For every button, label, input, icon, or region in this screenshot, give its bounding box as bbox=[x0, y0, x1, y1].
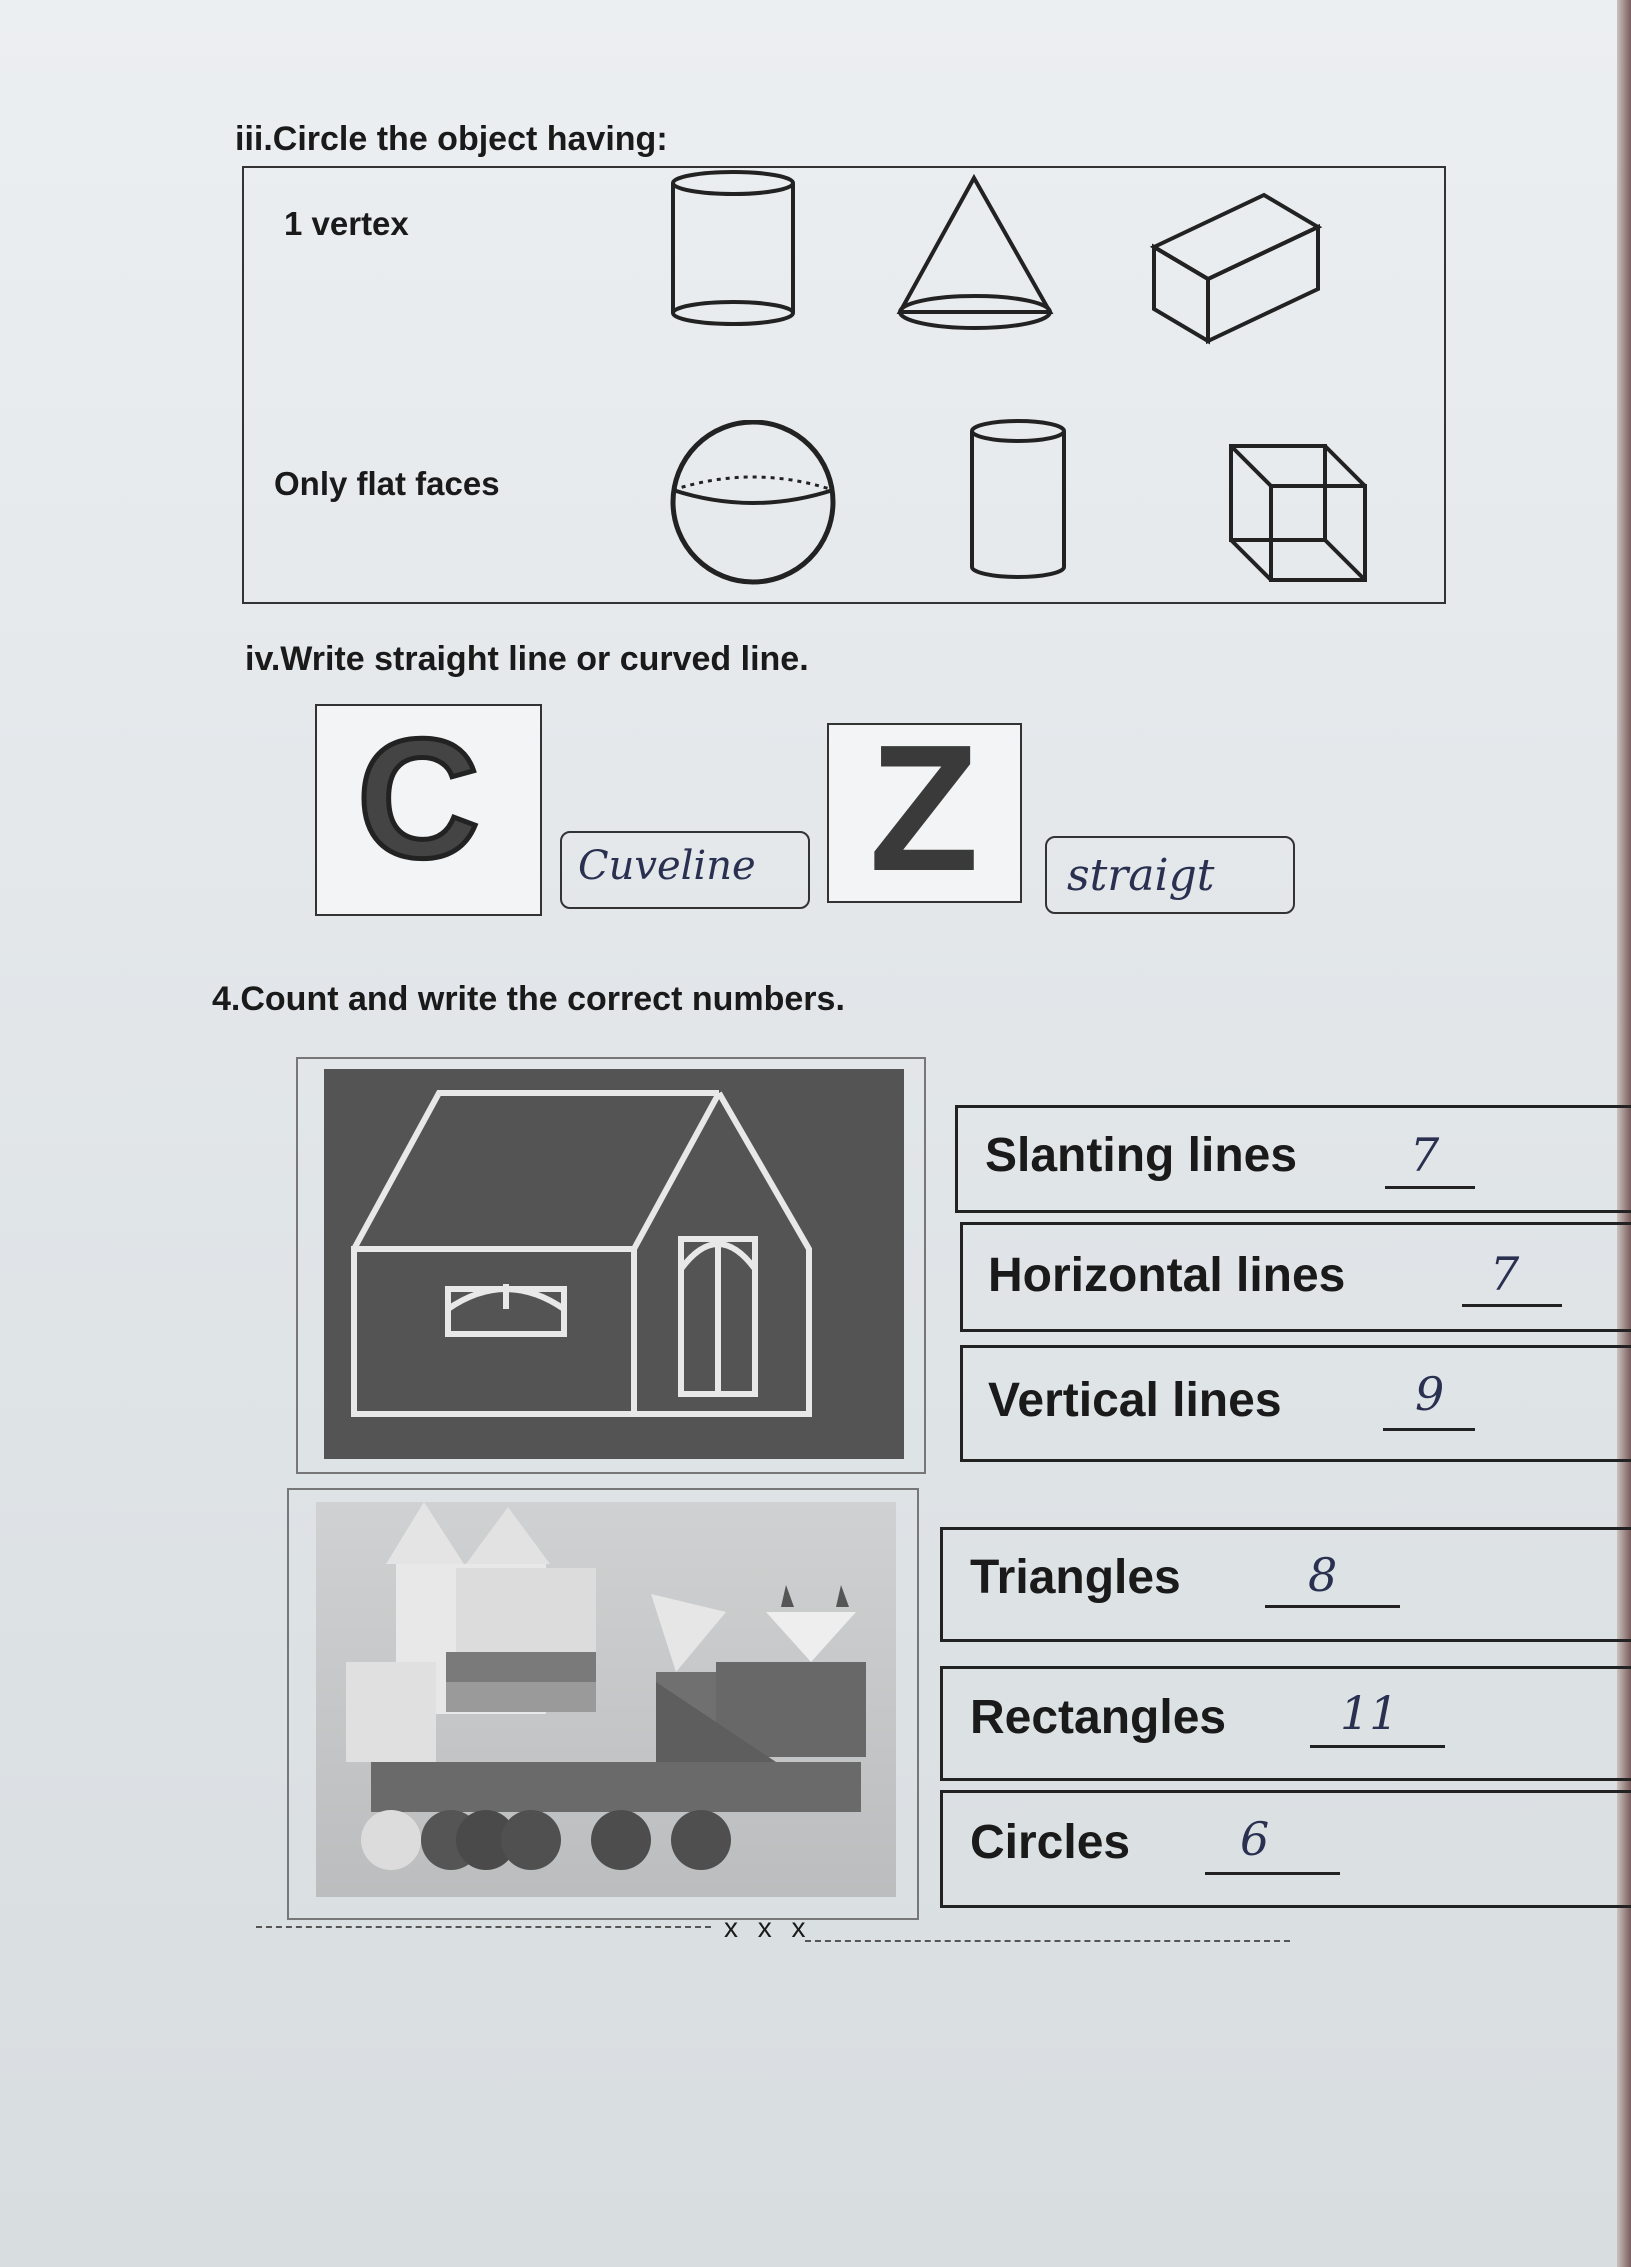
vertical-lines-label: Vertical lines bbox=[988, 1374, 1282, 1427]
footer-mark: x x x bbox=[724, 1912, 812, 1943]
row-label-flat-faces: Only flat faces bbox=[274, 465, 500, 502]
cuboid-icon[interactable] bbox=[1148, 185, 1328, 345]
footer-divider-left bbox=[256, 1926, 711, 1928]
row-label-1-vertex: 1 vertex bbox=[284, 205, 409, 242]
slanting-lines-blank[interactable] bbox=[1385, 1186, 1475, 1189]
answer-box-c[interactable] bbox=[560, 831, 810, 909]
horizontal-lines-answer: 7 bbox=[1490, 1247, 1520, 1301]
slanting-lines-label: Slanting lines bbox=[985, 1129, 1298, 1182]
section-iii-heading: iii.Circle the object having: bbox=[235, 120, 668, 158]
letter-c: C bbox=[357, 704, 480, 894]
vertical-lines-answer: 9 bbox=[1415, 1367, 1445, 1421]
train-image bbox=[316, 1502, 896, 1897]
cube-icon[interactable] bbox=[1225, 440, 1375, 590]
section-4-heading: 4.Count and write the correct numbers. bbox=[212, 980, 845, 1018]
horizontal-lines-label: Horizontal lines bbox=[988, 1249, 1346, 1302]
circles-blank[interactable] bbox=[1205, 1872, 1340, 1875]
slanting-lines-answer: 7 bbox=[1410, 1128, 1440, 1182]
sphere-icon[interactable] bbox=[665, 420, 845, 590]
rectangles-label: Rectangles bbox=[970, 1691, 1227, 1744]
house-image bbox=[324, 1069, 904, 1459]
letter-z: Z bbox=[869, 708, 979, 909]
answer-c: Cuveline bbox=[578, 843, 756, 889]
answer-z: straigt bbox=[1067, 850, 1215, 901]
rectangles-answer: 11 bbox=[1340, 1686, 1399, 1740]
footer-divider-right bbox=[805, 1940, 1290, 1942]
triangles-blank[interactable] bbox=[1265, 1605, 1400, 1608]
triangles-answer: 8 bbox=[1308, 1548, 1338, 1602]
triangles-label: Triangles bbox=[970, 1551, 1181, 1604]
cylinder-icon[interactable] bbox=[665, 165, 805, 335]
cylinder-icon-2[interactable] bbox=[965, 415, 1075, 585]
house-picture-frame bbox=[296, 1057, 926, 1474]
letter-z-box bbox=[827, 708, 1022, 909]
vertical-lines-blank[interactable] bbox=[1383, 1428, 1475, 1431]
answer-box-z[interactable] bbox=[1045, 836, 1295, 914]
section-iv-heading: iv.Write straight line or curved line. bbox=[245, 640, 809, 678]
letter-c-box bbox=[315, 704, 542, 916]
circles-answer: 6 bbox=[1240, 1812, 1270, 1866]
train-picture-frame bbox=[287, 1488, 919, 1920]
cone-icon[interactable] bbox=[890, 170, 1060, 340]
circles-label: Circles bbox=[970, 1816, 1131, 1869]
rectangles-blank[interactable] bbox=[1310, 1745, 1445, 1748]
horizontal-lines-blank[interactable] bbox=[1462, 1304, 1562, 1307]
